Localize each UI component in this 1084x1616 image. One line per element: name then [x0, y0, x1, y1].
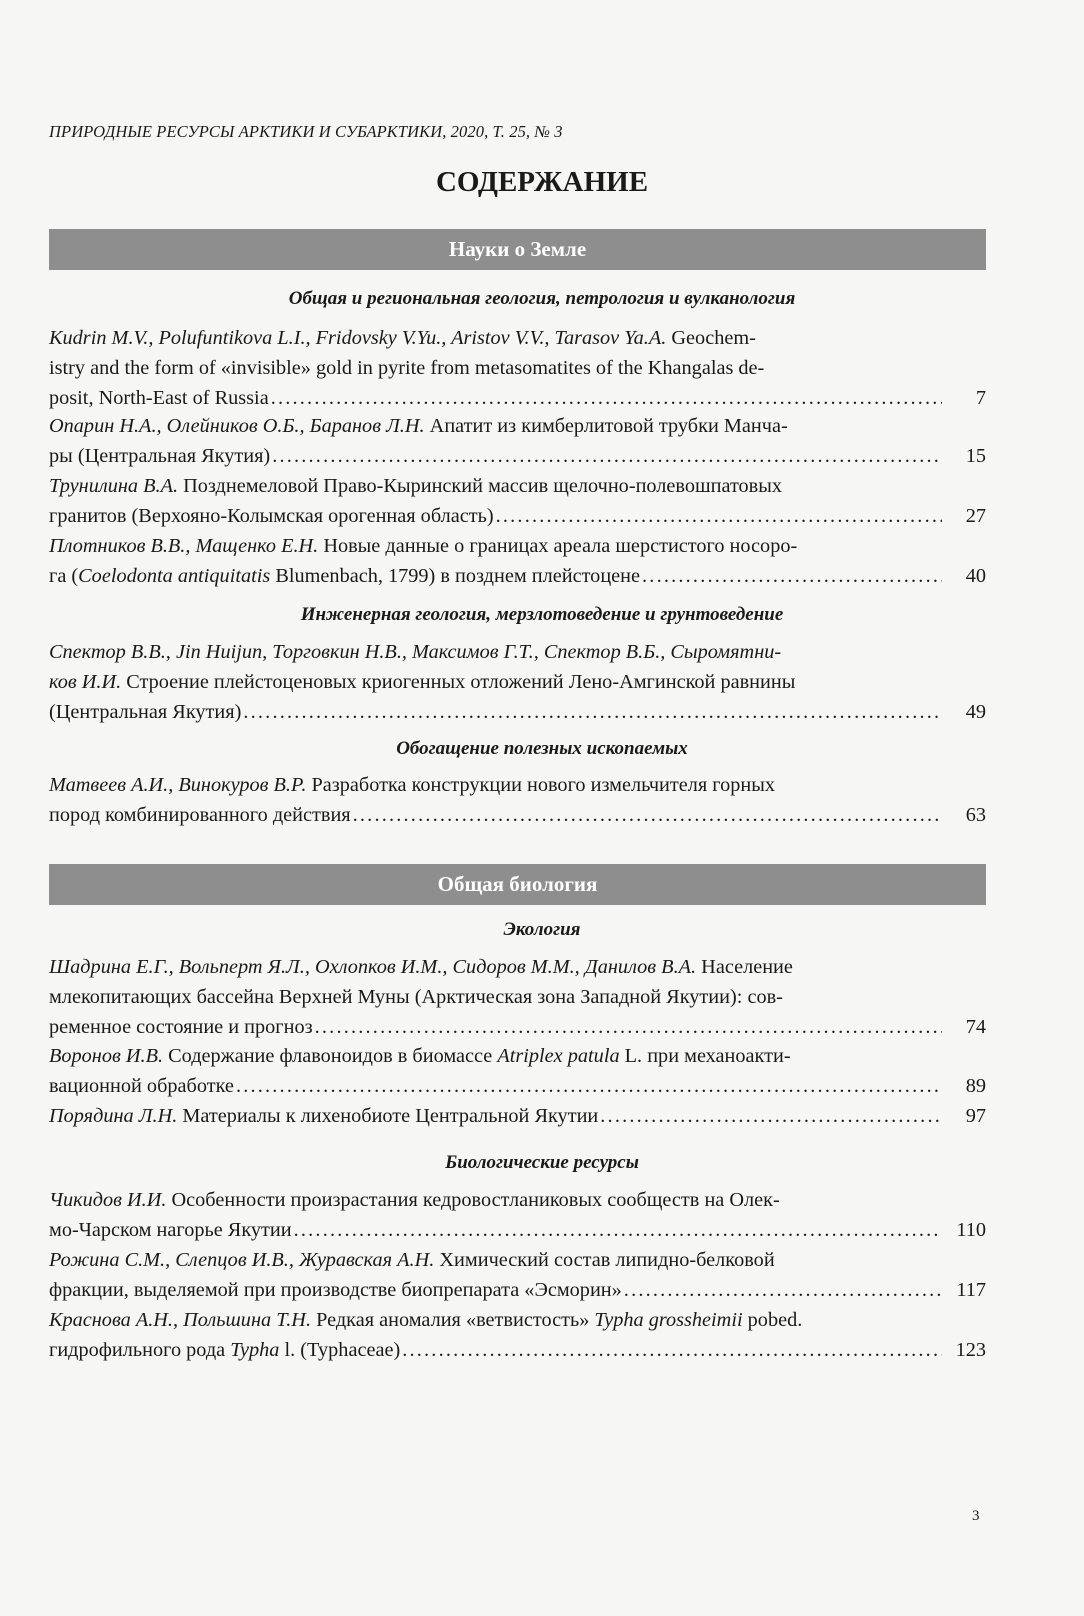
toc-entry[interactable] [49, 471, 986, 531]
leader-dots [272, 441, 942, 471]
toc-entry[interactable] [49, 531, 986, 591]
entry-title-end: ры (Центральная Якутия) [49, 445, 271, 467]
entry-page-number: 7 [975, 387, 986, 409]
toc-entry[interactable]: Краснова А.Н., Польшина Т.Н. Редкая аномалия «ветвистость» Typha grossheimii pobed. гидрофильного рода Typha l. (Typhaceae) ..... 123 [49, 1305, 986, 1365]
entry-page-number: 123 [955, 1339, 986, 1361]
page-number: 3 [972, 1508, 980, 1524]
entry-title-end: posit, North-East of Russia [49, 387, 269, 409]
entry-title-end: га (Coelodonta antiquitatis Blumenbach, 1799) в позднем плейстоцене [49, 565, 641, 587]
toc-entry[interactable] [49, 1245, 986, 1305]
entry-title-line: млекопитающих бассейна Верхней Муны (Арктическая зона Западной Якутии): сов- [49, 986, 783, 1008]
entry-title-part: Население [696, 956, 793, 978]
entry-title-part: Разработка конструкции нового измельчителя горных [306, 774, 775, 796]
entry-page-number: 40 [965, 565, 986, 587]
entry-page-number: 89 [965, 1075, 986, 1097]
toc-entry[interactable] [49, 770, 986, 830]
entry-title-end: фракции, выделяемой при производстве биопрепарата «Эсморин» [49, 1279, 622, 1301]
toc-entry[interactable] [49, 411, 986, 471]
toc-entry[interactable]: Воронов И.В. Содержание флавоноидов в биомассе Atriplex patula L. при механоакти- вационной обработке ..... 89 [49, 1041, 986, 1101]
entry-authors: Kudrin M.V., Polufuntikova L.I., Fridovsky V.Yu., Aristov V.V., Tarasov Ya.A. [49, 327, 667, 349]
entry-title-end: (Центральная Якутия) [49, 701, 242, 723]
entry-authors: Плотников В.В., Мащенко Е.Н. [49, 535, 319, 557]
subsection-heading-geology: Общая и региональная геология, петрология и вулканология [288, 288, 796, 309]
entry-page-number: 97 [965, 1105, 986, 1127]
entry-authors-cont: ков И.И. [49, 671, 122, 693]
entry-authors: Порядина Л.Н. [49, 1105, 178, 1127]
entry-authors: Опарин Н.А., Олейников О.Б., Баранов Л.Н. [49, 415, 425, 437]
entry-title-end: вационной обработке [49, 1075, 234, 1097]
entry-title-part: Позднемеловой Право-Кыринский массив щелочно-полевошпатовых [178, 475, 783, 497]
leader-dots [402, 1335, 942, 1365]
entry-title-part: Апатит из кимберлитовой трубки Манча- [424, 415, 788, 437]
entry-authors: Рожина С.М., Слепцов И.В., Журавская А.Н. [49, 1249, 435, 1271]
toc-entry[interactable] [49, 323, 986, 413]
toc-entry[interactable] [49, 1185, 986, 1245]
toc-entry[interactable] [49, 1101, 986, 1131]
species-name: Typha [230, 1339, 280, 1361]
entry-title-end: гидрофильного рода Typha l. (Typhaceae) [49, 1339, 401, 1361]
entry-title-part: Geochem- [666, 327, 756, 349]
species-name: Atriplex patula [497, 1045, 620, 1067]
leader-dots [294, 1215, 942, 1245]
entry-page-number: 63 [965, 804, 986, 826]
entry-page-number: 110 [956, 1219, 986, 1241]
page-title: СОДЕРЖАНИЕ [435, 166, 649, 198]
entry-authors: Чикидов И.И. [49, 1189, 167, 1211]
entry-page-number: 15 [965, 445, 986, 467]
section-header-general-biology: Общая биология [49, 864, 986, 905]
leader-dots [315, 1012, 942, 1042]
species-name: Typha grossheimii [594, 1309, 743, 1331]
leader-dots [496, 501, 942, 531]
entry-authors: Воронов И.В. [49, 1045, 164, 1067]
entry-page-number: 49 [965, 701, 986, 723]
subsection-heading-engineering-geology: Инженерная геология, мерзлотоведение и грунтоведение [300, 604, 784, 625]
leader-dots [236, 1071, 942, 1101]
leader-dots [271, 383, 942, 413]
entry-page-number: 117 [956, 1279, 986, 1301]
subsection-heading-mineral-processing: Обогащение полезных ископаемых [396, 738, 688, 759]
leader-dots [353, 800, 942, 830]
entry-page-number: 27 [965, 505, 986, 527]
entry-authors: Краснова А.Н., Польшина Т.Н. [49, 1309, 312, 1331]
entry-authors: Трунилина В.А. [49, 475, 179, 497]
running-head: ПРИРОДНЫЕ РЕСУРСЫ АРКТИКИ И СУБАРКТИКИ, 2020, Т. 25, № 3 [49, 122, 563, 141]
section-header-earth-sciences: Науки о Земле [49, 229, 986, 270]
subsection-heading-ecology: Экология [503, 919, 581, 940]
leader-dots [624, 1275, 942, 1305]
entry-title-part: Особенности произрастания кедровостланиковых сообществ на Олек- [166, 1189, 780, 1211]
entry-title-end: мо-Чарском нагорье Якутии [49, 1219, 292, 1241]
entry-page-number: 74 [965, 1016, 986, 1038]
leader-dots [243, 697, 942, 727]
entry-authors: Спектор В.В., Jin Huijun, Торговкин Н.В., Максимов Г.Т., Спектор В.Б., Сыромятни- [49, 641, 782, 663]
entry-title-part: Строение плейстоценовых криогенных отложений Лено-Амгинской равнины [121, 671, 796, 693]
entry-title-part: Новые данные о границах ареала шерстистого носоро- [318, 535, 798, 557]
entry-title-end: Порядина Л.Н. Материалы к лихенобиоте Центральной Якутии [49, 1105, 599, 1127]
leader-dots [642, 561, 942, 591]
entry-authors: Матвеев А.И., Винокуров В.Р. [49, 774, 307, 796]
entry-title-end: ременное состояние и прогноз [49, 1016, 313, 1038]
toc-entry[interactable] [49, 952, 986, 1042]
entry-title-end: гранитов (Верхояно-Колымская орогенная область) [49, 505, 494, 527]
entry-title-part: Химический состав липидно-белковой [434, 1249, 775, 1271]
toc-entry[interactable] [49, 637, 986, 727]
entry-title-end: пород комбинированного действия [49, 804, 351, 826]
leader-dots [600, 1101, 942, 1131]
subsection-heading-biological-resources: Биологические ресурсы [445, 1152, 639, 1173]
entry-authors: Шадрина Е.Г., Вольперт Я.Л., Охлопков И.М., Сидоров М.М., Данилов В.А. [49, 956, 697, 978]
entry-title-line: istry and the form of «invisible» gold in pyrite from metasomatites of the Khangalas de- [49, 357, 765, 379]
species-name: Coelodonta antiquitatis [78, 565, 271, 587]
